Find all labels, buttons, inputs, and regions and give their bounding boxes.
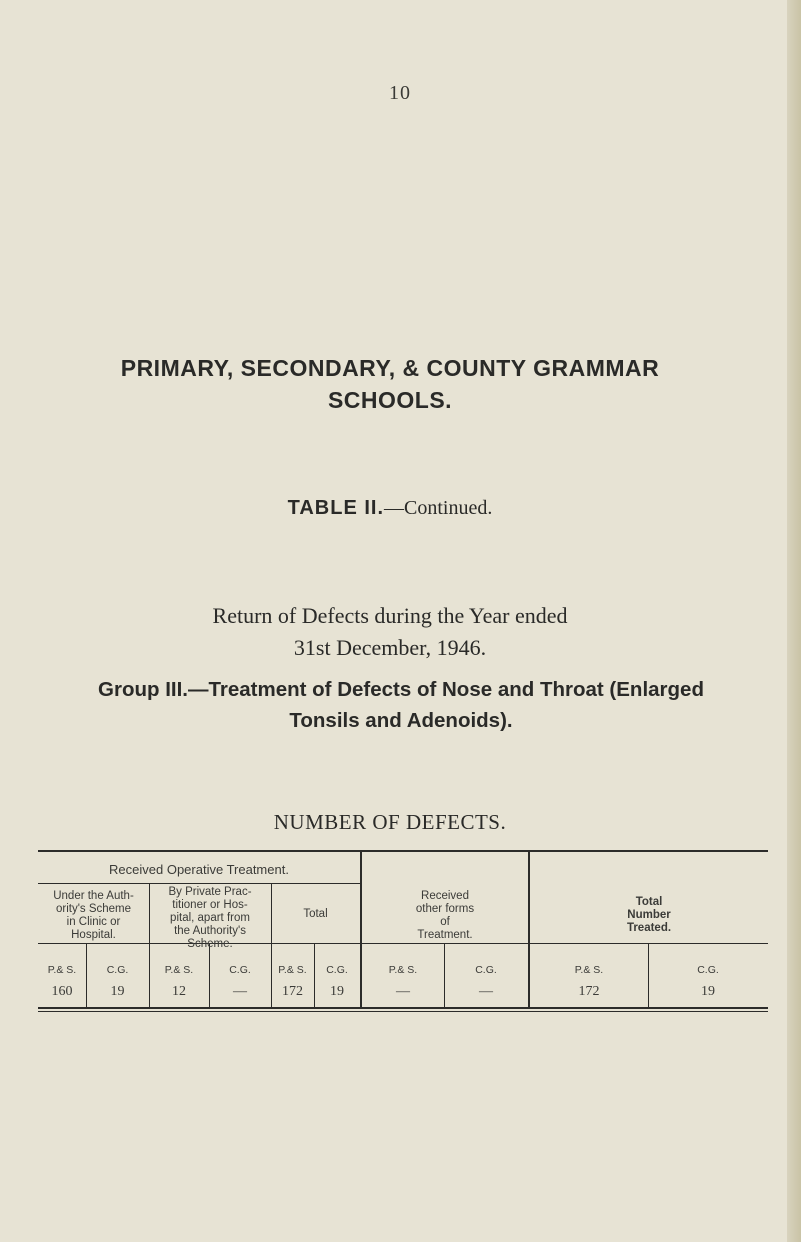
value-cell: 172 — [578, 984, 600, 999]
return-line-1: Return of Defects during the Year ended — [212, 603, 568, 628]
value-cell: 12 — [172, 984, 186, 999]
col-under-authority-header: Under the Auth- ority's Scheme in Clinic or Hospital. — [53, 890, 134, 941]
value-cell: 172 — [282, 984, 303, 999]
value-cell: 19 — [110, 984, 125, 999]
return-heading — [60, 600, 720, 664]
page-edge — [787, 0, 801, 1242]
sub-header: C.G. — [326, 964, 348, 976]
table-heading-lead: TABLE II. — [287, 497, 385, 519]
sub-header: C.G. — [106, 964, 129, 976]
document-title — [60, 352, 720, 416]
sub-header: C.G. — [697, 964, 719, 976]
sub-header: P.& S. — [388, 964, 418, 976]
group-heading — [16, 674, 786, 736]
value-cell: — — [233, 984, 247, 999]
sub-header: P.& S. — [47, 964, 77, 976]
col-total-treated-header: Total Number Treated. — [626, 896, 672, 934]
value-cell: 160 — [51, 984, 73, 999]
group-line-1: Group III.—Treatment of Defects of Nose and Throat (Enlarged — [98, 678, 704, 701]
page-number: 10 — [389, 82, 411, 104]
value-cell: — — [396, 984, 410, 999]
table-bottom-rule-1 — [38, 1007, 768, 1009]
table-heading — [60, 497, 720, 520]
value-cell: 19 — [330, 984, 344, 999]
defects-table — [38, 850, 768, 1012]
operative-underline — [38, 883, 360, 884]
col-private-header: By Private Prac- titioner or Hos- pital, apart from the Authority's Scheme. — [168, 886, 252, 950]
col-total-header: Total — [303, 908, 328, 920]
value-cell: 19 — [701, 984, 715, 999]
return-line-2: 31st December, 1946. — [293, 635, 487, 660]
sub-header: C.G. — [475, 964, 497, 976]
table-heading-rest: —Continued. — [384, 497, 493, 519]
sub-header: P.& S. — [164, 964, 194, 976]
sub-header: C.G. — [229, 964, 251, 976]
title-line-1: PRIMARY, SECONDARY, & COUNTY GRAMMAR — [120, 355, 660, 381]
title-line-2: SCHOOLS. — [327, 387, 453, 413]
value-cell: — — [479, 984, 493, 999]
received-operative-header: Received Operative Treatment. — [109, 862, 289, 877]
sub-header: P.& S. — [574, 964, 604, 976]
col-other-forms-header: Received other forms of Treatment. — [415, 890, 475, 941]
group-line-2: Tonsils and Adenoids). — [289, 709, 513, 732]
number-of-defects-heading: NUMBER OF DEFECTS. — [273, 810, 507, 834]
table-bottom-rule-2 — [38, 1011, 768, 1012]
sub-header: P.& S. — [278, 964, 307, 976]
table-top-rule — [38, 850, 768, 852]
header-bottom-rule — [38, 943, 768, 944]
